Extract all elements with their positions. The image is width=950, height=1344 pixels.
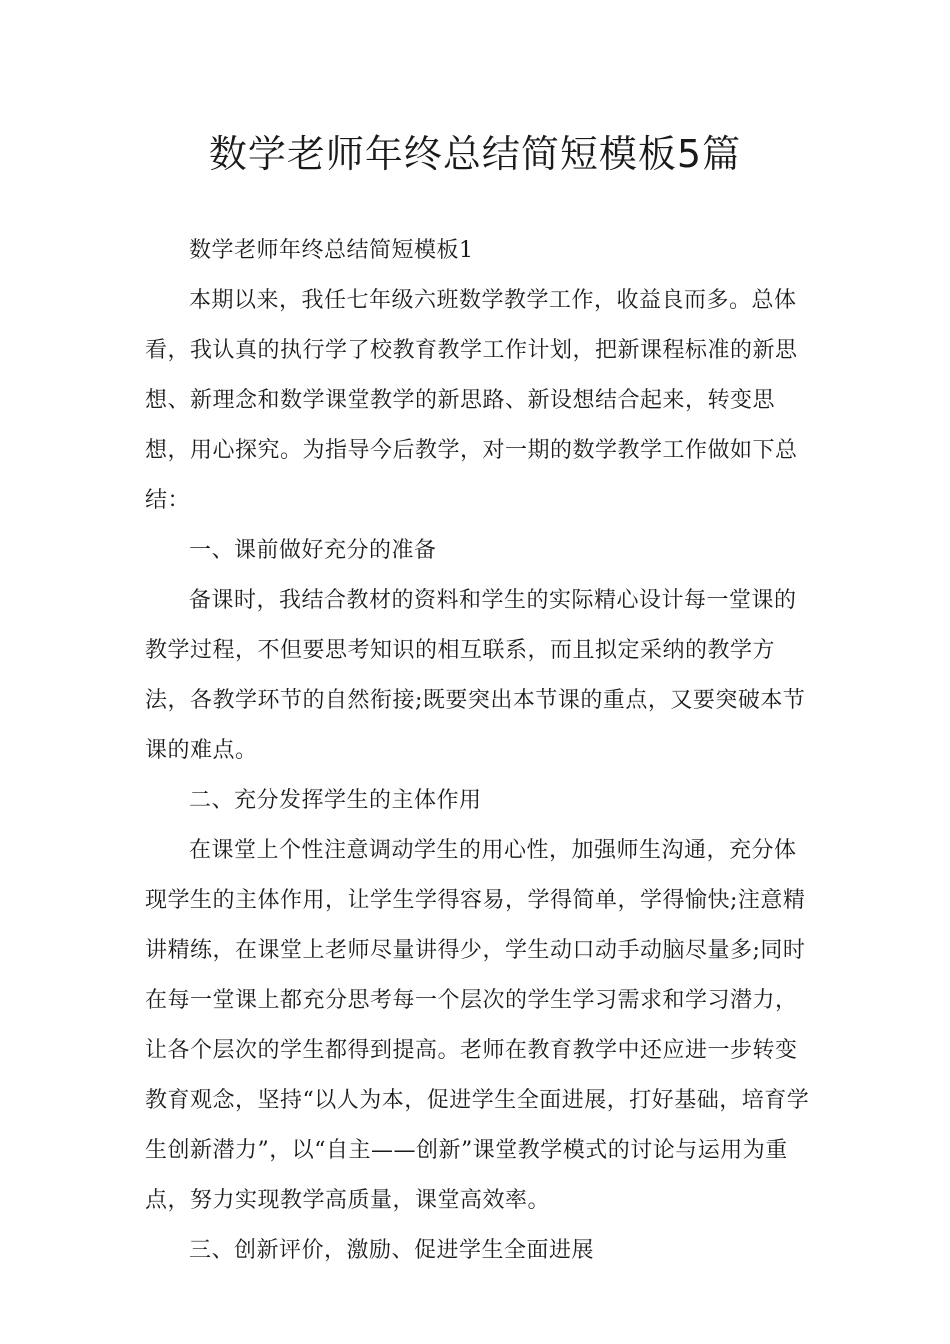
paragraph-2: 在课堂上个性注意调动学生的用心性，加强师生沟通，充分体现学生的主体作用，让学生学得容易，学得简单，学得愉快;注意精讲精练，在课堂上老师尽量讲得少，学生动口动手动脑尽量多;同时在每一堂课上都充分思考每一个层次的学生学习需求和学习潜力，让各个层次的学生都得到提高。老师在教育教学中还应进一步转变教育观念，坚持“以人为本，促进学生全面进展，打好基础，培育学生创新潜力”，以“自主——创新”课堂教学模式的讨论与运用为重点，努力实现教学高质量，课堂高效率。 xyxy=(145,838,810,1213)
paragraph-1: 备课时，我结合教材的资料和学生的实际精心设计每一堂课的教学过程，不但要思考知识的相互联系，而且拟定采纳的教学方法，各教学环节的自然衔接;既要突出本节课的重点，又要突破本节课的难点。 xyxy=(145,588,806,763)
section-heading-3: 三、创新评价，激励、促进学生全面进展 xyxy=(189,1238,595,1263)
section-heading-2: 二、充分发挥学生的主体作用 xyxy=(189,788,482,813)
section-subtitle: 数学老师年终总结简短模板1 xyxy=(189,238,474,263)
document-body xyxy=(145,226,810,1276)
section-heading-1: 一、课前做好充分的准备 xyxy=(189,538,437,563)
document-title: 数学老师年终总结简短模板5篇 xyxy=(208,132,742,176)
intro-paragraph: 本期以来，我任七年级六班数学教学工作，收益良而多。总体看，我认真的执行学了校教育教学工作计划，把新课程标准的新思想、新理念和数学课堂教学的新思路、新设想结合起来，转变思想，用心探究。为指导今后教学，对一期的数学教学工作做如下总结： xyxy=(145,288,798,513)
